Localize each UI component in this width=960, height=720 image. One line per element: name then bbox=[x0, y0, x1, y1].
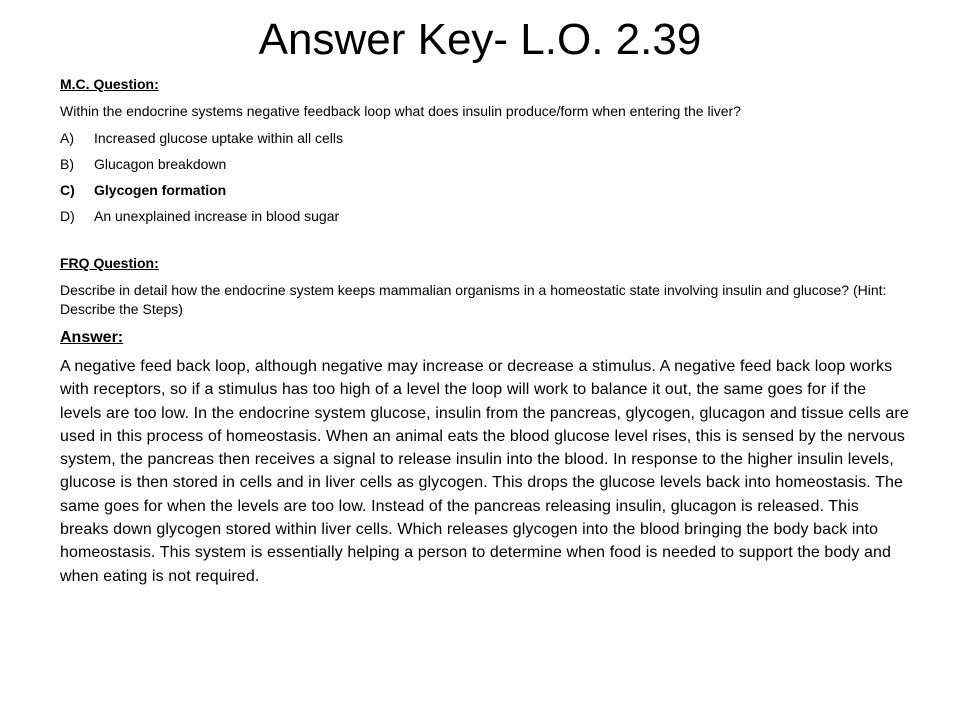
slide-content bbox=[60, 74, 910, 588]
option-letter: B) bbox=[60, 156, 74, 172]
mc-options-list bbox=[60, 129, 910, 226]
option-letter: D) bbox=[60, 208, 75, 224]
mc-heading: M.C. Question: bbox=[60, 76, 159, 92]
option-text: An unexplained increase in blood sugar bbox=[94, 208, 340, 224]
option-text: Glucagon breakdown bbox=[94, 156, 227, 172]
section-spacer bbox=[60, 233, 910, 253]
option-letter: A) bbox=[60, 130, 74, 146]
mc-option-a bbox=[60, 129, 910, 148]
option-text: Glycogen formation bbox=[94, 182, 227, 198]
option-text: Increased glucose uptake within all cells bbox=[94, 130, 344, 146]
frq-question: Describe in detail how the endocrine system keeps mammalian organisms in a homeostatic state involving insulin and glucose? (Hint: Describe the Steps) bbox=[60, 282, 887, 317]
answer-body: A negative feed back loop, although negative may increase or decrease a stimulus. A negative feed back loop works with receptors, so if a stimulus has too high of a level the loop will work to balance it out, the same goes for if the levels are too low. In the endocrine system glucose, insulin from the pancreas, glycogen, glucagon and tissue cells are used in this process of homeostasis. When an animal eats the blood glucose level rises, this is sensed by the nervous system, the pancreas then receives a signal to release insulin into the blood. In response to the higher insulin levels, glucose is then stored in cells and in liver cells as glycogen. This drops the glucose levels back into homeostasis. The same goes for when the levels are too low. Instead of the pancreas releasing insulin, glucagon is released. This breaks down glycogen stored within liver cells. Which releases glycogen into the blood bringing the body back into homeostasis. This system is essentially helping a person to determine when food is needed to support the body and when eating is not required. bbox=[60, 358, 909, 585]
answer-heading: Answer: bbox=[60, 329, 124, 346]
frq-heading: FRQ Question: bbox=[60, 255, 159, 271]
mc-question: Within the endocrine systems negative feedback loop what does insulin produce/form when entering the liver? bbox=[60, 103, 741, 119]
mc-option-d bbox=[60, 207, 910, 226]
mc-option-b bbox=[60, 155, 910, 174]
mc-option-c-correct bbox=[60, 181, 910, 200]
option-letter: C) bbox=[60, 182, 75, 198]
slide-title: Answer Key- L.O. 2.39 bbox=[258, 15, 702, 64]
